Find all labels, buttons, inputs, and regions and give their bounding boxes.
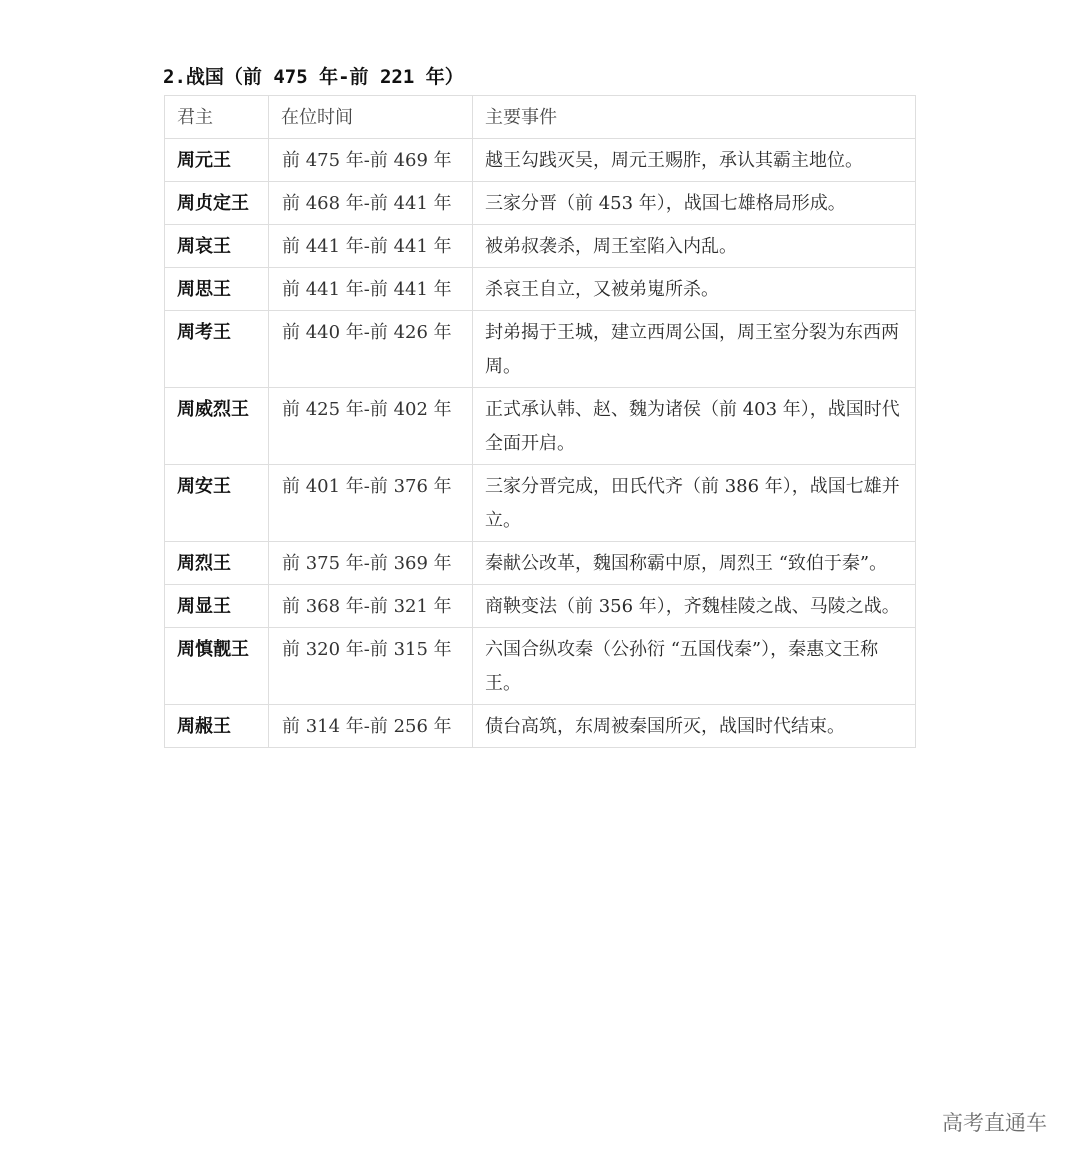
reign-cell: 前 441 年-前 441 年 [269,268,473,311]
table-row [165,311,916,388]
table-row [165,705,916,748]
reign-cell: 前 368 年-前 321 年 [269,585,473,628]
header-ruler: 君主 [165,96,269,139]
reign-cell: 前 475 年-前 469 年 [269,139,473,182]
reign-cell: 前 441 年-前 441 年 [269,225,473,268]
table-header [165,96,916,139]
header-reign: 在位时间 [269,96,473,139]
events-cell: 三家分晋完成，田氏代齐（前 386 年），战国七雄并立。 [473,465,916,542]
reign-cell: 前 314 年-前 256 年 [269,705,473,748]
events-cell: 越王勾践灭吴，周元王赐胙，承认其霸主地位。 [473,139,916,182]
events-cell: 正式承认韩、赵、魏为诸侯（前 403 年），战国时代全面开启。 [473,388,916,465]
table-row [165,388,916,465]
reign-cell: 前 320 年-前 315 年 [269,628,473,705]
events-cell: 封弟揭于王城，建立西周公国，周王室分裂为东西两周。 [473,311,916,388]
ruler-cell: 周慎靓王 [165,628,269,705]
events-cell: 杀哀王自立，又被弟嵬所杀。 [473,268,916,311]
table-row [165,628,916,705]
reign-cell: 前 425 年-前 402 年 [269,388,473,465]
ruler-cell: 周考王 [165,311,269,388]
table-body [165,139,916,748]
reign-cell: 前 468 年-前 441 年 [269,182,473,225]
ruler-cell: 周元王 [165,139,269,182]
ruler-cell: 周安王 [165,465,269,542]
header-events: 主要事件 [473,96,916,139]
ruler-cell: 周显王 [165,585,269,628]
table-header-row [165,96,916,139]
events-cell: 秦献公改革，魏国称霸中原，周烈王 “致伯于秦”。 [473,542,916,585]
table-row [165,465,916,542]
reign-cell: 前 401 年-前 376 年 [269,465,473,542]
events-cell: 被弟叔袭杀，周王室陷入内乱。 [473,225,916,268]
ruler-cell: 周哀王 [165,225,269,268]
section-title: 2.战国（前 475 年-前 221 年） [163,66,464,88]
table-row [165,225,916,268]
table-row [165,139,916,182]
events-cell: 商鞅变法（前 356 年），齐魏桂陵之战、马陵之战。 [473,585,916,628]
ruler-cell: 周思王 [165,268,269,311]
events-cell: 债台高筑，东周被秦国所灭，战国时代结束。 [473,705,916,748]
ruler-cell: 周赧王 [165,705,269,748]
table-row [165,542,916,585]
reign-cell: 前 440 年-前 426 年 [269,311,473,388]
table-row [165,182,916,225]
table-row [165,585,916,628]
watermark: 高考直通车 [942,1111,1047,1135]
reign-table [164,95,916,748]
ruler-cell: 周贞定王 [165,182,269,225]
events-cell: 六国合纵攻秦（公孙衍 “五国伐秦”），秦惠文王称王。 [473,628,916,705]
reign-cell: 前 375 年-前 369 年 [269,542,473,585]
table-row [165,268,916,311]
ruler-cell: 周烈王 [165,542,269,585]
events-cell: 三家分晋（前 453 年），战国七雄格局形成。 [473,182,916,225]
ruler-cell: 周威烈王 [165,388,269,465]
